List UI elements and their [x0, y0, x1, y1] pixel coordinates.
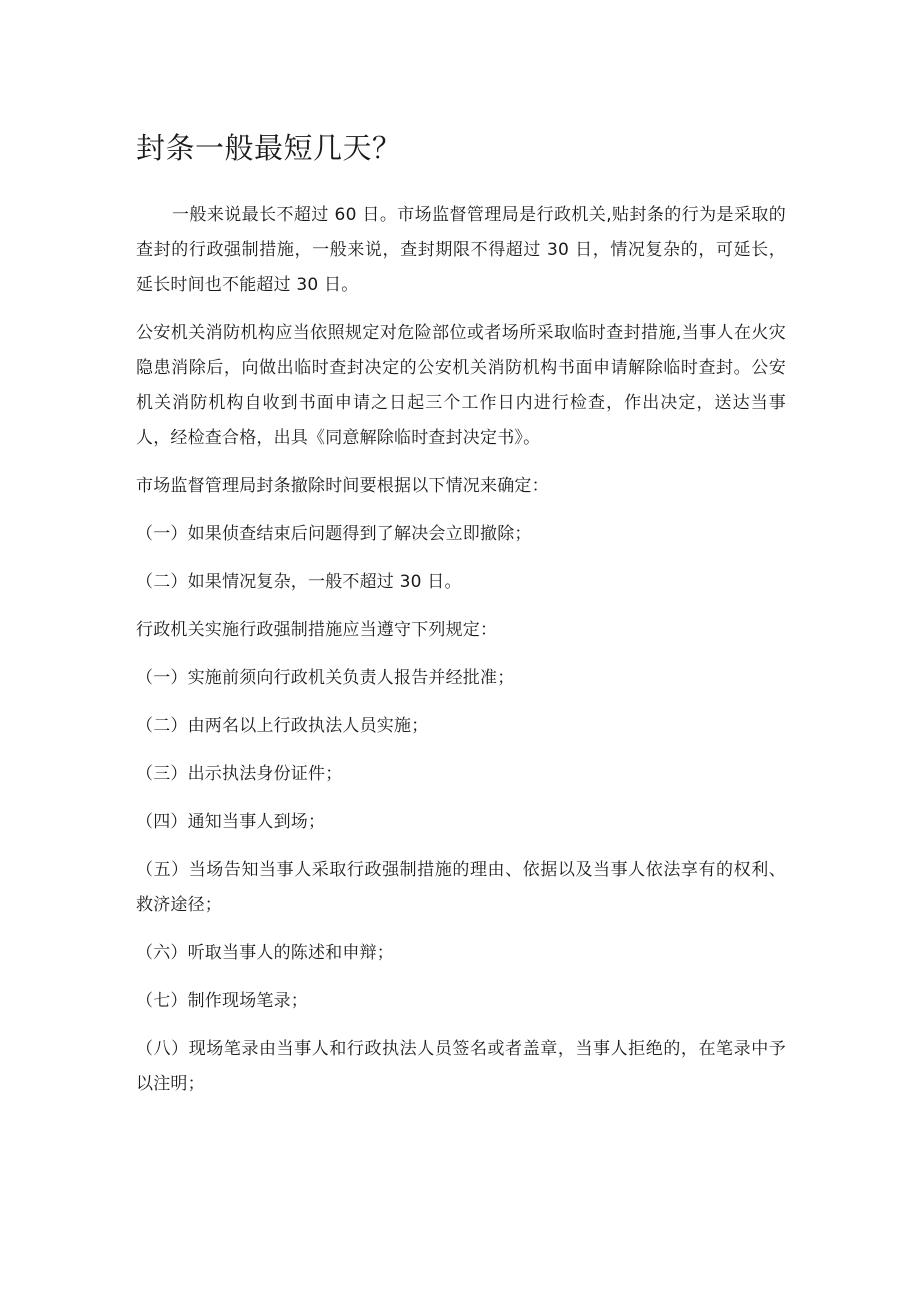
list-item: （六）听取当事人的陈述和申辩； — [136, 943, 394, 963]
list-item: （二）由两名以上行政执法人员实施； — [136, 716, 429, 736]
list-item: （七）制作现场笔录； — [136, 991, 308, 1011]
paragraph: 市场监督管理局封条撤除时间要根据以下情况来确定： — [136, 476, 549, 496]
list-item: （三）出示执法身份证件； — [136, 764, 343, 784]
document-body — [136, 198, 786, 1102]
list-item: （一）实施前须向行政机关负责人报告并经批准； — [136, 668, 515, 688]
list-item: （四）通知当事人到场； — [136, 812, 326, 832]
paragraph: 一般来说最长不超过 60 日。市场监督管理局是行政机关,贴封条的行为是采取的查封的行政强制措施，一般来说，查封期限不得超过 30 日，情况复杂的，可延长，延长时间也不能超过 30 日。 — [136, 205, 786, 295]
page-title: 封条一般最短几天？ — [136, 131, 402, 165]
list-item: （一）如果侦查结束后问题得到了解决会立即撤除； — [136, 524, 532, 544]
list-item: （五）当场告知当事人采取行政强制措施的理由、依据以及当事人依法享有的权利、救济途径； — [136, 860, 786, 915]
list-item: （二）如果情况复杂，一般不超过 30 日。 — [136, 572, 462, 592]
paragraph: 公安机关消防机构应当依照规定对危险部位或者场所采取临时查封措施,当事人在火灾隐患消除后，向做出临时查封决定的公安机关消防机构书面申请解除临时查封。公安机关消防机构自收到书面申请之日起三个工作日内进行检查，作出决定，送达当事人，经检查合格，出具《同意解除临时查封决定书》。 — [136, 323, 786, 448]
paragraph: 行政机关实施行政强制措施应当遵守下列规定： — [136, 620, 498, 640]
list-item: （八）现场笔录由当事人和行政执法人员签名或者盖章，当事人拒绝的，在笔录中予以注明； — [136, 1039, 786, 1094]
